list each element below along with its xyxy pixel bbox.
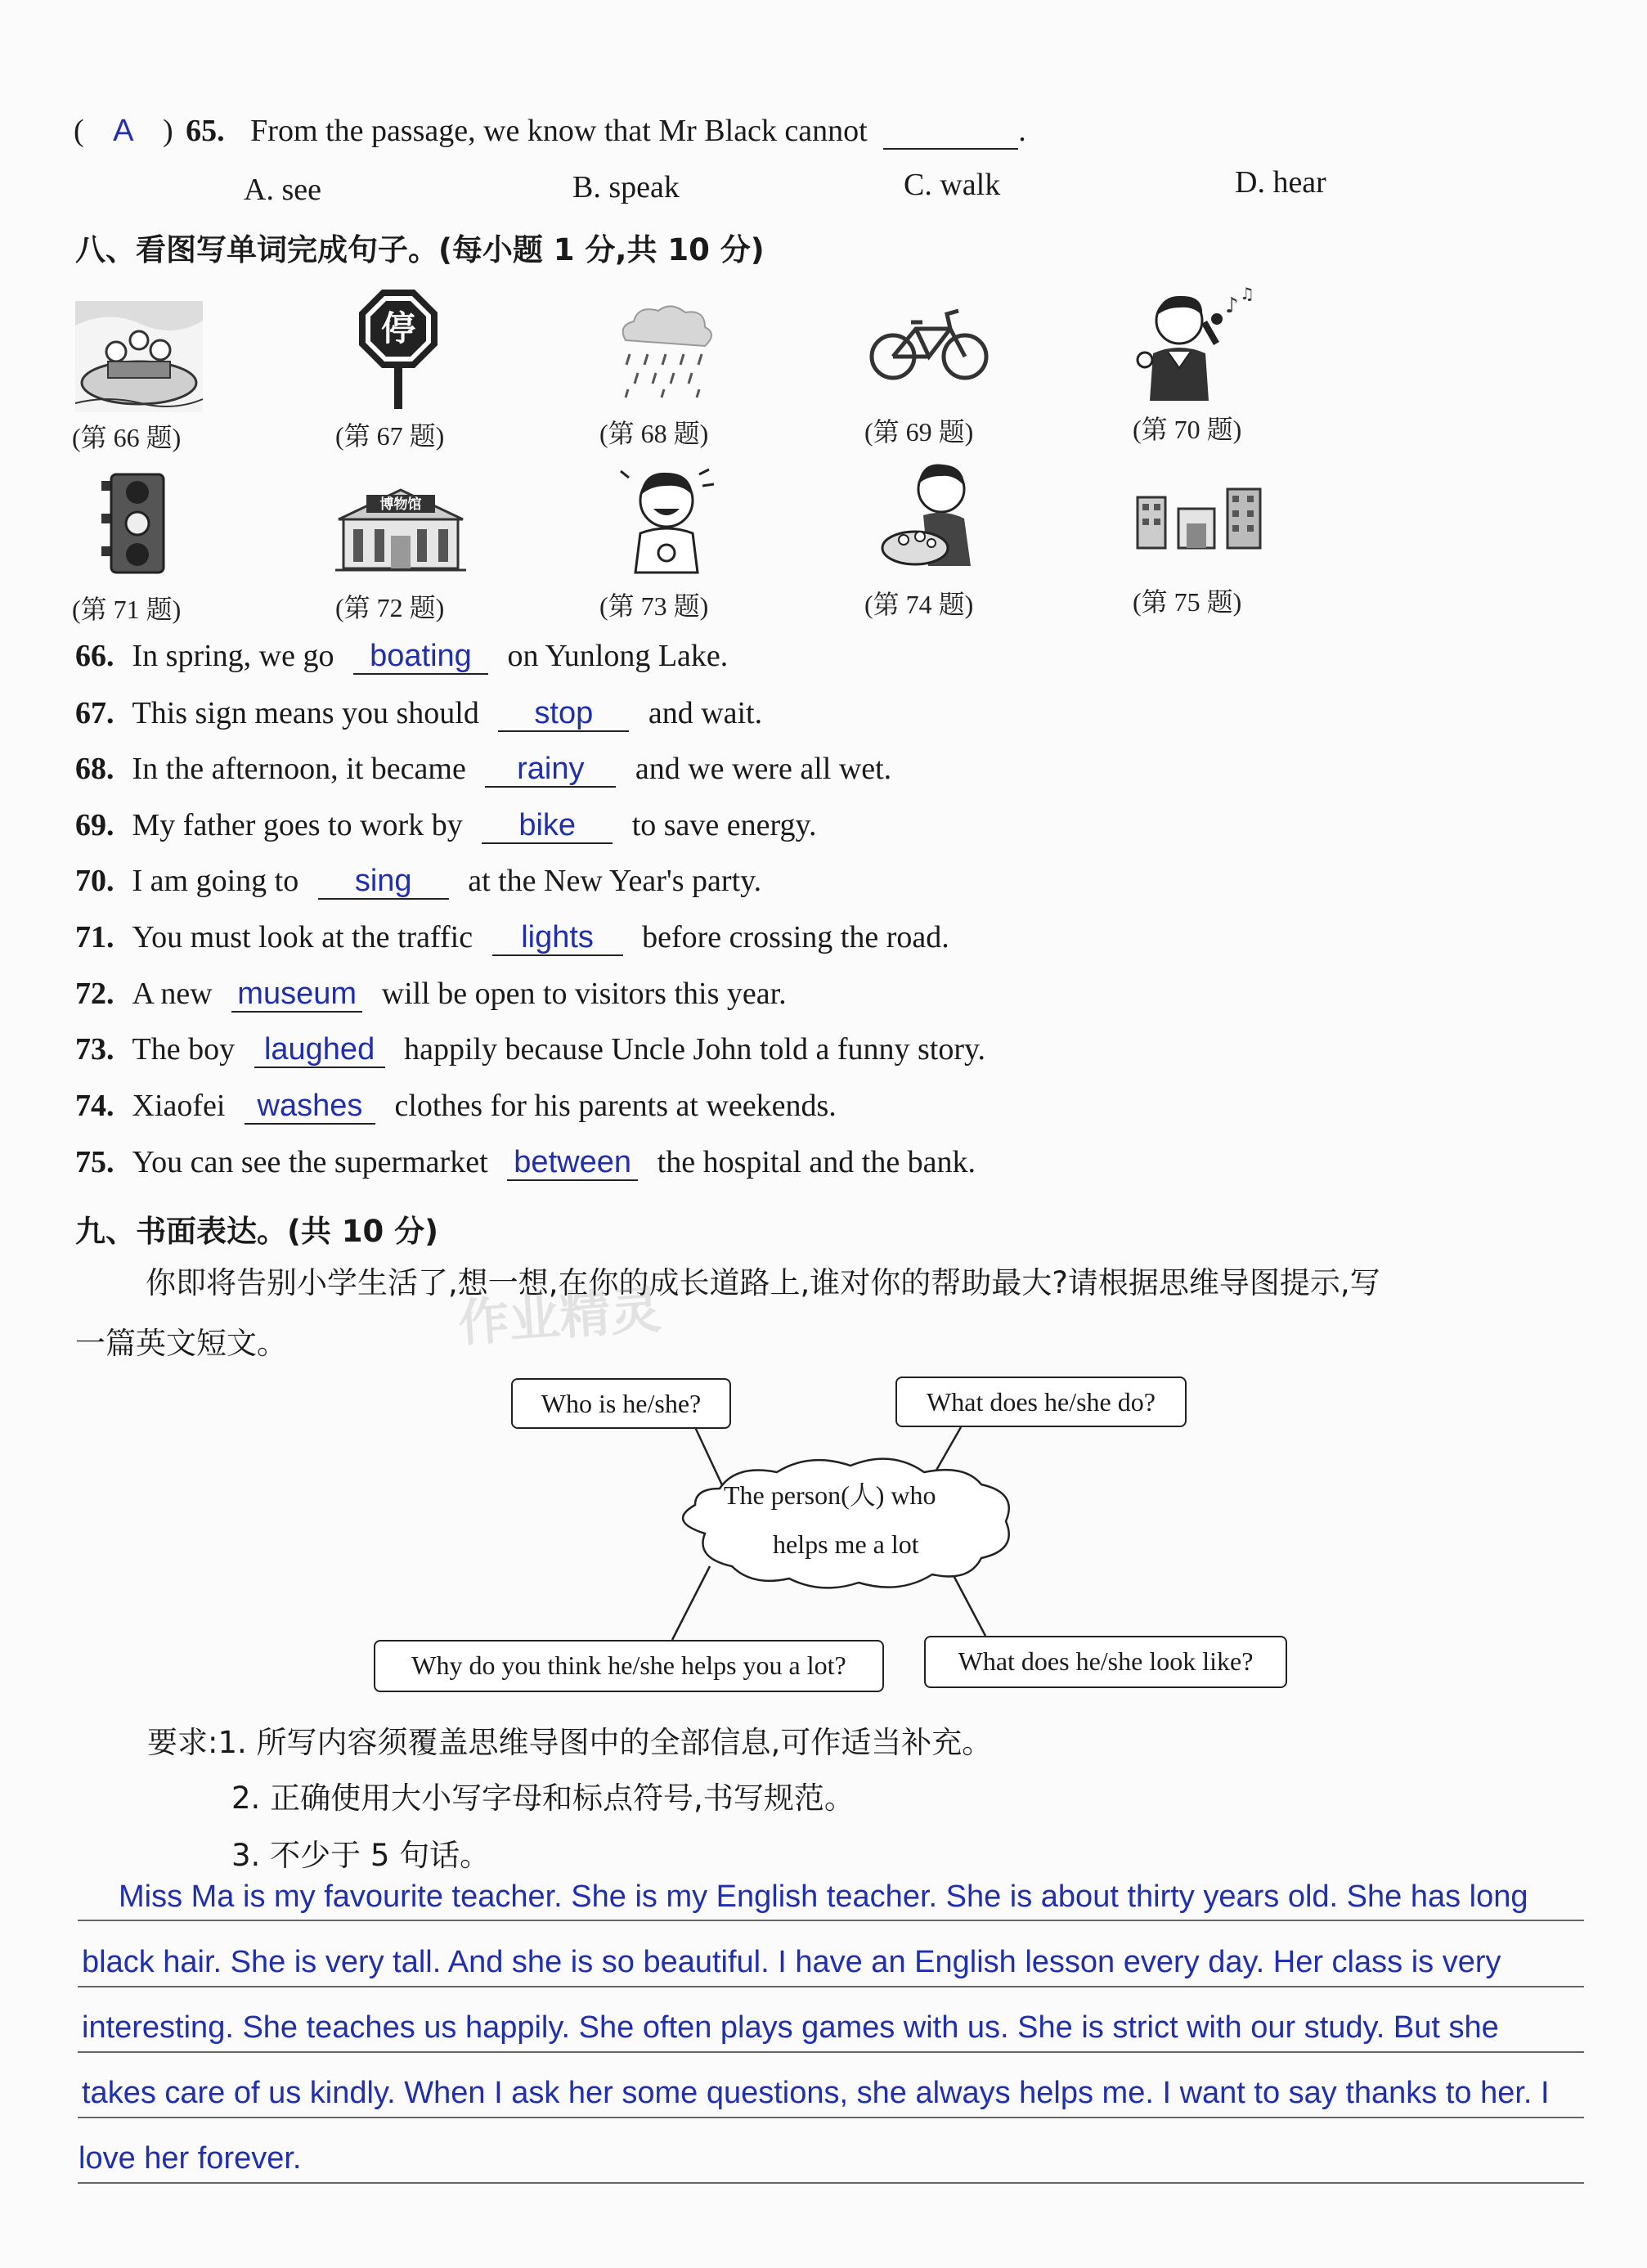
- mindmap-center-line2: helps me a lot: [773, 1529, 919, 1559]
- caption-68: (第 68 题): [599, 419, 709, 448]
- sentence-after: happily because Uncle John told a funny story.: [404, 1032, 986, 1067]
- caption-71: (第 71 题): [72, 595, 182, 624]
- museum-sign: 博物馆: [379, 496, 422, 513]
- essay-line-5: love her forever.: [79, 2141, 302, 2176]
- sentence-after: will be open to visitors this year.: [381, 977, 787, 1011]
- answer-blank: sing: [318, 865, 449, 900]
- ruled-line: [78, 2182, 1584, 2184]
- sentence-number: 66.: [75, 639, 114, 673]
- mindmap-center-line1: The person(人) who: [724, 1480, 936, 1510]
- caption-72: (第 72 题): [335, 593, 445, 622]
- sentence-before: I am going to: [132, 864, 299, 898]
- sentence-before: Xiaofei: [132, 1089, 226, 1123]
- answer-blank: bike: [482, 810, 613, 844]
- q65-close-paren: ): [163, 114, 173, 148]
- sentence-number: 75.: [75, 1145, 114, 1179]
- caption-69: (第 69 题): [864, 417, 974, 447]
- sentence-number: 67.: [75, 696, 114, 730]
- answer-blank: between: [507, 1147, 638, 1181]
- answer-blank: museum: [231, 978, 362, 1013]
- sentence-number: 73.: [75, 1032, 114, 1067]
- section9-prompt-line2: 一篇英文短文。: [75, 1326, 287, 1361]
- answer-blank: rainy: [485, 753, 616, 788]
- caption-73: (第 73 题): [599, 591, 709, 621]
- sentence-after: the hospital and the bank.: [657, 1145, 976, 1179]
- ruled-line: [78, 1986, 1584, 1987]
- essay-line-4: takes care of us kindly. When I ask her some questions, she always helps me. I want to say thanks to her. I: [82, 2076, 1550, 2110]
- requirement-3: 3. 不少于 5 句话。: [231, 1838, 491, 1873]
- svg-text:♫: ♫: [1240, 284, 1254, 303]
- watermark: 作业精灵: [456, 1279, 663, 1354]
- answer-blank: boating: [353, 640, 488, 675]
- sentence-before: In spring, we go: [132, 639, 334, 673]
- sentence-number: 71.: [75, 920, 114, 954]
- requirement-1: 要求:1. 所写内容须覆盖思维导图中的全部信息,可作适当补充。: [147, 1725, 993, 1760]
- sentence-before: In the afternoon, it became: [132, 752, 466, 786]
- requirement-2: 2. 正确使用大小写字母和标点符号,书写规范。: [231, 1781, 855, 1816]
- sentence-after: and wait.: [648, 696, 763, 730]
- essay-line-3: interesting. She teaches us happily. She often plays games with us. She is strict with our study. But she: [82, 2010, 1499, 2045]
- sentence-number: 72.: [75, 977, 114, 1011]
- sentence-after: before crossing the road.: [642, 920, 949, 954]
- caption-75: (第 75 题): [1133, 587, 1242, 617]
- sentence-before: This sign means you should: [132, 696, 479, 730]
- section9-title: 九、书面表达。(共 10 分): [75, 1214, 439, 1249]
- section9-prompt-line1: 你即将告别小学生活了,想一想,在你的成长道路上,谁对你的帮助最大?请根据思维导图提示,写: [146, 1265, 1380, 1300]
- q65-end: .: [1018, 114, 1026, 148]
- essay-line-2: black hair. She is very tall. And she is so beautiful. I have an English lesson every day. Her class is very: [82, 1945, 1501, 1979]
- q65-answer: A: [113, 114, 134, 148]
- essay-line-1: Miss Ma is my favourite teacher. She is my English teacher. She is about thirty years old. She has long: [119, 1880, 1528, 1914]
- sentence-number: 69.: [75, 808, 114, 842]
- sentence-number: 68.: [75, 752, 114, 786]
- caption-66: (第 66 题): [72, 423, 182, 452]
- sentence-after: to save energy.: [631, 808, 817, 842]
- answer-blank: laughed: [254, 1034, 385, 1068]
- answer-blank: stop: [498, 698, 629, 732]
- sentence-after: and we were all wet.: [635, 752, 892, 786]
- q65-option-a: A. see: [244, 173, 321, 207]
- ruled-line: [78, 2051, 1584, 2053]
- answer-blank: lights: [492, 922, 623, 956]
- ruled-line: [78, 1920, 1584, 1921]
- sentence-before: You must look at the traffic: [132, 920, 473, 954]
- mindmap-bottom-left-box: Why do you think he/she helps you a lot?: [374, 1640, 884, 1692]
- sentence-after: clothes for his parents at weekends.: [394, 1089, 837, 1123]
- sentence-before: The boy: [132, 1032, 236, 1067]
- mindmap-bottom-right-box: What does he/she look like?: [924, 1636, 1287, 1688]
- sentence-number: 70.: [75, 864, 114, 898]
- section8-title: 八、看图写单词完成句子。(每小题 1 分,共 10 分): [75, 232, 765, 267]
- caption-70: (第 70 题): [1133, 415, 1242, 444]
- stop-sign-char: 停: [380, 308, 416, 348]
- sentence-after: at the New Year's party.: [468, 864, 762, 898]
- q65-number: 65.: [186, 114, 225, 148]
- q65-option-d: D. hear: [1235, 165, 1326, 200]
- q65-option-b: B. speak: [572, 170, 680, 204]
- q65-option-c: C. walk: [904, 168, 1001, 202]
- sentence-after: on Yunlong Lake.: [507, 639, 729, 673]
- caption-74: (第 74 题): [864, 590, 974, 619]
- ruled-line: [78, 2117, 1584, 2118]
- sentence-number: 74.: [75, 1089, 114, 1123]
- sentence-before: A new: [132, 977, 213, 1011]
- svg-text:♪: ♪: [1225, 294, 1239, 318]
- answer-blank: washes: [245, 1090, 375, 1125]
- q65-open-paren: (: [74, 114, 84, 148]
- mindmap-top-left-box: Who is he/she?: [511, 1378, 731, 1429]
- mindmap-top-right-box: What does he/she do?: [895, 1377, 1187, 1427]
- sentence-before: You can see the supermarket: [132, 1145, 488, 1179]
- caption-67: (第 67 题): [335, 421, 445, 451]
- q65-stem: From the passage, we know that Mr Black cannot: [250, 114, 868, 148]
- sentence-before: My father goes to work by: [132, 808, 463, 842]
